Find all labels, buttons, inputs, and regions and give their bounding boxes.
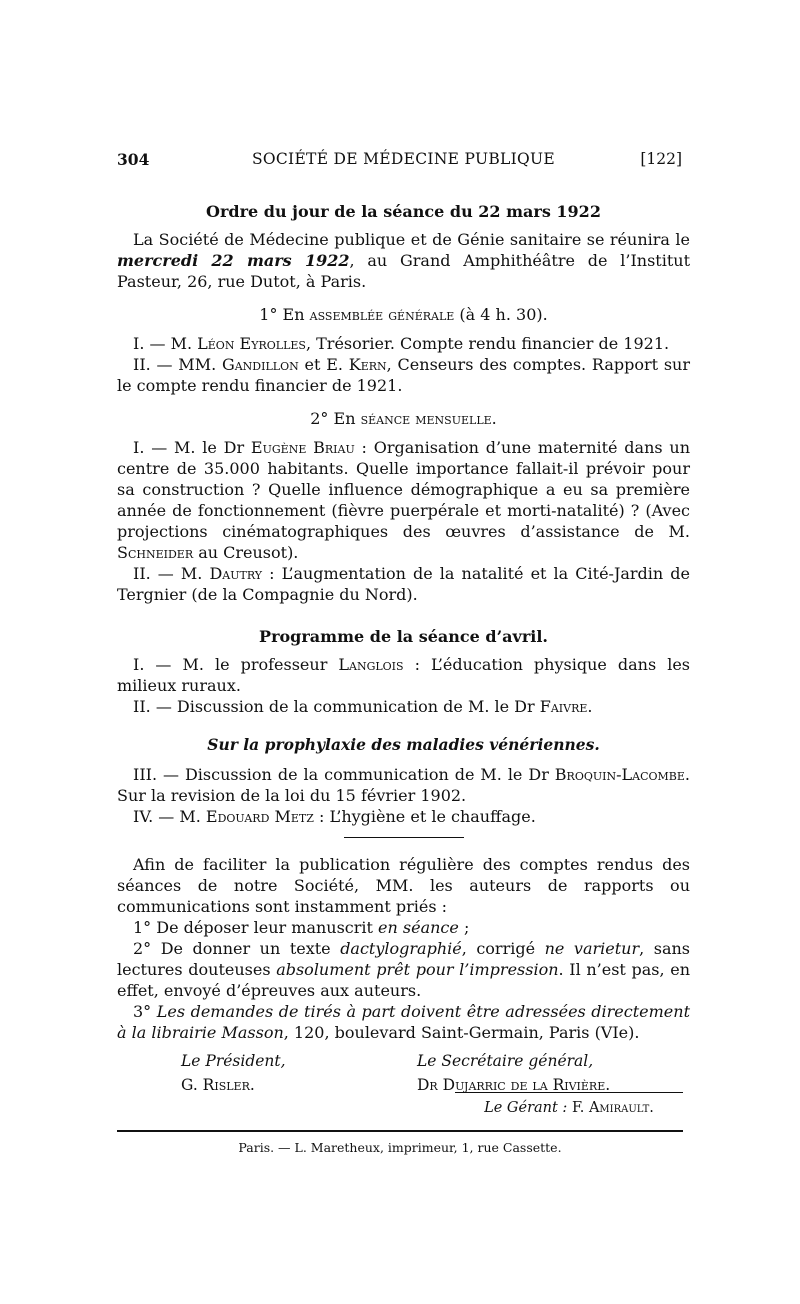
- agenda-item: I. — M. Léon Eyrolles, Trésorier. Compte rendu financier de 1921.: [133, 334, 670, 353]
- gerant-line: Le Gérant : F. Amirault.: [484, 1100, 654, 1116]
- journal-title: SOCIÉTÉ DE MÉDECINE PUBLIQUE: [251, 150, 556, 168]
- notice-point: 3° Les demandes de tirés à part doivent être adressées directement à la librairie Masson, 120, boulevard Saint-Germain, Paris (VIe).: [117, 1002, 691, 1042]
- divider: [344, 837, 464, 838]
- agenda-item: II. — MM. Gandillon et E. Kern, Censeurs des comptes. Rapport sur le compte rendu financier de 1921.: [117, 355, 691, 395]
- page-number: 304: [117, 150, 150, 169]
- section-assemblee-generale: 1° En assemblée générale (à 4 h. 30).: [259, 305, 548, 324]
- section-number: [122]: [640, 150, 682, 168]
- notice-point: 2° De donner un texte dactylographié, corrigé ne varietur, sans lectures douteuses absolument prêt pour l’impression. Il n’est pas, en effet, envoyé d’épreuves aux auteurs.: [117, 939, 691, 1000]
- signatures: [117, 1049, 690, 1097]
- secretary-title: Le Secrétaire général,: [417, 1052, 594, 1070]
- agenda-intro: La Société de Médecine publique et de Génie sanitaire se réunira le mercredi 22 mars 1922, au Grand Amphithéâtre de l’Institut Pasteur, 26, rue Dutot, à Paris.: [117, 230, 691, 291]
- running-header: [117, 150, 690, 174]
- printer-line: Paris. — L. Maretheux, imprimeur, 1, rue Cassette.: [238, 1140, 562, 1155]
- program-item: III. — Discussion de la communication de M. le Dr Broquin-Lacombe. Sur la revision de la loi du 15 février 1902.: [117, 765, 690, 805]
- program-item: IV. — M. Edouard Metz : L’hygiène et le chauffage.: [133, 807, 536, 826]
- section-seance-mensuelle: 2° En séance mensuelle.: [310, 409, 497, 428]
- program-item: II. — Discussion de la communication de M. le Dr Faivre.: [133, 697, 593, 716]
- gerant-rule: [455, 1092, 683, 1093]
- april-heading: Programme de la séance d’avril.: [259, 627, 548, 646]
- meeting-date: mercredi 22 mars 1922: [117, 251, 350, 270]
- program-item: I. — M. le professeur Langlois : L’éducation physique dans les milieux ruraux.: [117, 655, 691, 695]
- agenda-item: I. — M. le Dr Eugène Briau : Organisation d’une maternité dans un centre de 35.000 habitants. Quelle importance fallait-il prévoir pour sa construction ? Quelle influence démographique a eu sa première année de fonctionnement (fièvre puerpérale et morti-natalité) ? (Avec projections cinématographiques des œuvres d’assistance de M. Schneider au Creusot).: [117, 438, 691, 562]
- agenda-item: II. — M. Dautry : L’augmentation de la natalité et la Cité-Jardin de Tergnier (de la Compagnie du Nord).: [117, 564, 691, 604]
- notice-point: 1° De déposer leur manuscrit en séance ;: [133, 918, 470, 937]
- secretary-name: Dr Dujarric de la Rivière.: [417, 1076, 611, 1094]
- agenda-heading: Ordre du jour de la séance du 22 mars 1922: [206, 202, 601, 221]
- notice-paragraph: Afin de faciliter la publication régulière des comptes rendus des séances de notre Société, MM. les auteurs de rapports ou communications sont instamment priés :: [117, 855, 690, 916]
- program-subheading: Sur la prophylaxie des maladies vénériennes.: [207, 735, 600, 754]
- document-page: [117, 150, 690, 1097]
- president-name: G. Risler.: [181, 1076, 255, 1094]
- president-title: Le Président,: [181, 1052, 286, 1070]
- bottom-rule: [117, 1130, 683, 1132]
